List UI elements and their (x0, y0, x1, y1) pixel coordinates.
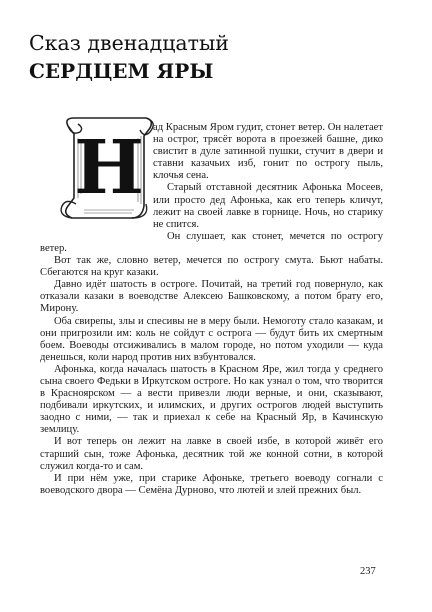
paragraph: ад Красным Яром гудит, стонет ветер. Он налетает на острог, трясёт ворота в проезжей башне, дико свистит в дуле затинной пушки, стучит в двери и ставни казачьих изб, гонит по острогу пыль, клочья сена. (153, 122, 383, 182)
paragraph: Давно идёт шатость в остроге. Почитай, на третий год повернуло, как отказали казаки в воеводстве Алексею Башковскому, а потом брату его, Мирону. (40, 279, 383, 315)
paragraph: Он слушает, как стонет, мечется по острогу ветер. (40, 230, 383, 254)
paragraph: Старый отставной десятник Афонька Мосеев, или просто дед Афонька, как его теперь кличут, лежит на своей лавке в горнице. Ночь, но старику не спится. (153, 182, 383, 230)
paragraph: Афонька, когда началась шатость в Красном Яре, жил тогда у среднего сына своего Федьки в Иркутском остроге. Но как узнал о том, что творится в Красноярском — а вести привезли люди верные, и они, сказывают, подбивали иркутских, и илимских, и других острогов людей выступить заодно с ними, — так и приехал к себе на Красный Яр, в Качинскую землицу. (40, 363, 383, 436)
paragraph: Вот так же, словно ветер, мечется по острогу смута. Бьют набаты. Сбегаются на круг казаки. (40, 255, 383, 279)
chapter-subtitle: СЕРДЦЕМ ЯРЫ (29, 59, 214, 83)
drop-cap-letter: Н (74, 125, 144, 211)
paragraph: И при нём уже, при старике Афоньке, третьего воеводу согнали с воеводского двора — Семёна Дурново, что лютей и злей прежних был. (40, 472, 383, 496)
page-number: 237 (360, 566, 376, 577)
chapter-title: Сказ двенадцатый (29, 31, 229, 55)
drop-cap-spacer (40, 122, 153, 242)
paragraph: Оба свирепы, злы и спесивы не в меру были. Немоготу стало казакам, и они пригрозили им: коль не сойдут с острога — будут бить их смертным боем. Воеводы отсиживались в малом городе, но потом уходили — куда денешься, коли народ против них взбунтовался. (40, 315, 383, 363)
body-text (40, 122, 383, 497)
paragraph: И вот теперь он лежит на лавке в своей избе, в которой живёт его старший сын, тоже Афонька, десятник той же конной сотни, в которой служил когда-то и сам. (40, 436, 383, 472)
